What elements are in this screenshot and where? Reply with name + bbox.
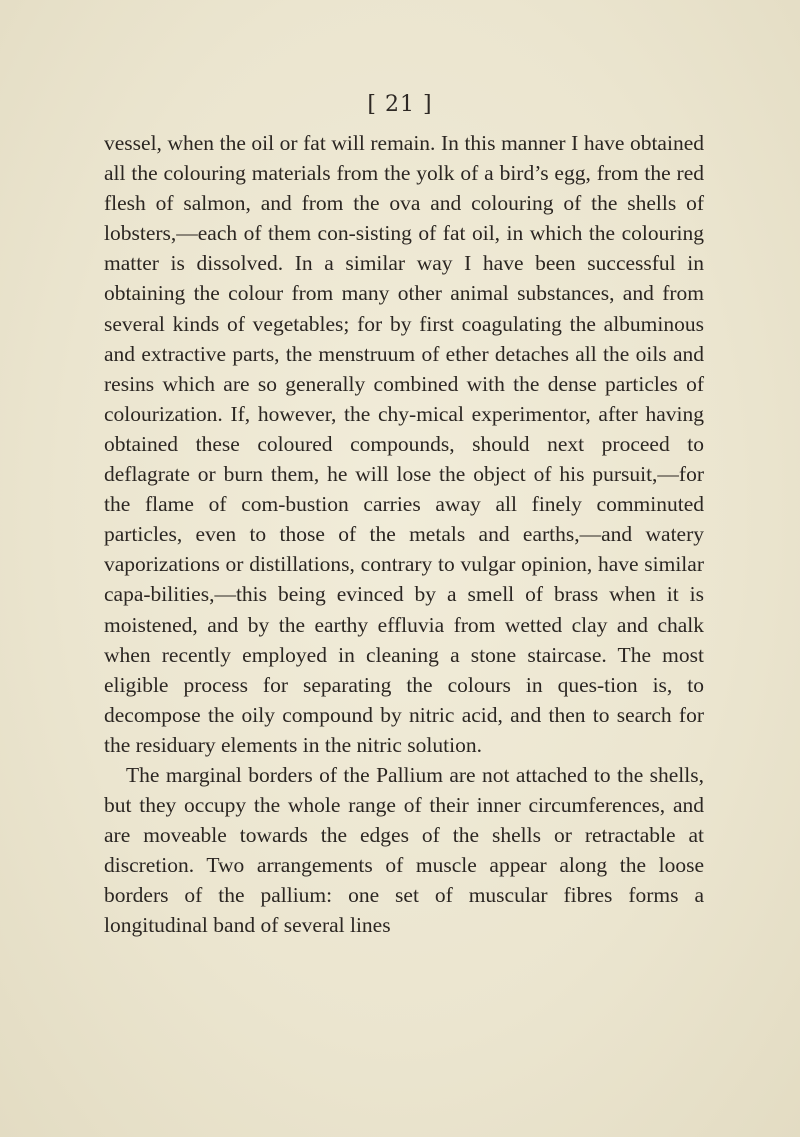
paragraph-colour-extraction: vessel, when the oil or fat will remain. In this manner I have obtained all the colouring materials from the yolk of a bird’s egg, from the red flesh of salmon, and from the ova and colouring of the shells of lobsters,—each of them con-sisting of fat oil, in which the colouring matter is dissolved. In a similar way I have been successful in obtaining the colour from many other animal substances, and from several kinds of vegetables; for by first coagulating the albuminous and extractive parts, the menstruum of ether detaches all the oils and resins which are so generally combined with the dense particles of colourization. If, however, the chy-mical experimentor, after having obtained these coloured compounds, should next proceed to deflagrate or burn them, he will lose the object of his pursuit,—for the flame of com-bustion carries away all finely comminuted particles, even to those of the metals and earths,—and watery vaporizations or distillations, contrary to vulgar opinion, have similar capa-bilities,—this being evinced by a smell of brass when it is moistened, and by the earthy effluvia from wetted clay and chalk when recently employed in cleaning a stone staircase. The most eligible process for separating the colours in ques-tion is, to decompose the oily compound by nitric acid, and then to search for the residuary elements in the nitric solution. (104, 131, 704, 757)
body-text (104, 128, 704, 941)
page-number: [ 21 ] (367, 92, 433, 117)
paragraph-pallium-borders: The marginal borders of the Pallium are not attached to the shells, but they occupy the whole range of their inner circumferences, and are moveable towards the edges of the shells or retractable at discretion. Two arrangements of muscle appear along the loose borders of the pallium: one set of muscular fibres forms a longitudinal band of several lines (104, 762, 704, 938)
